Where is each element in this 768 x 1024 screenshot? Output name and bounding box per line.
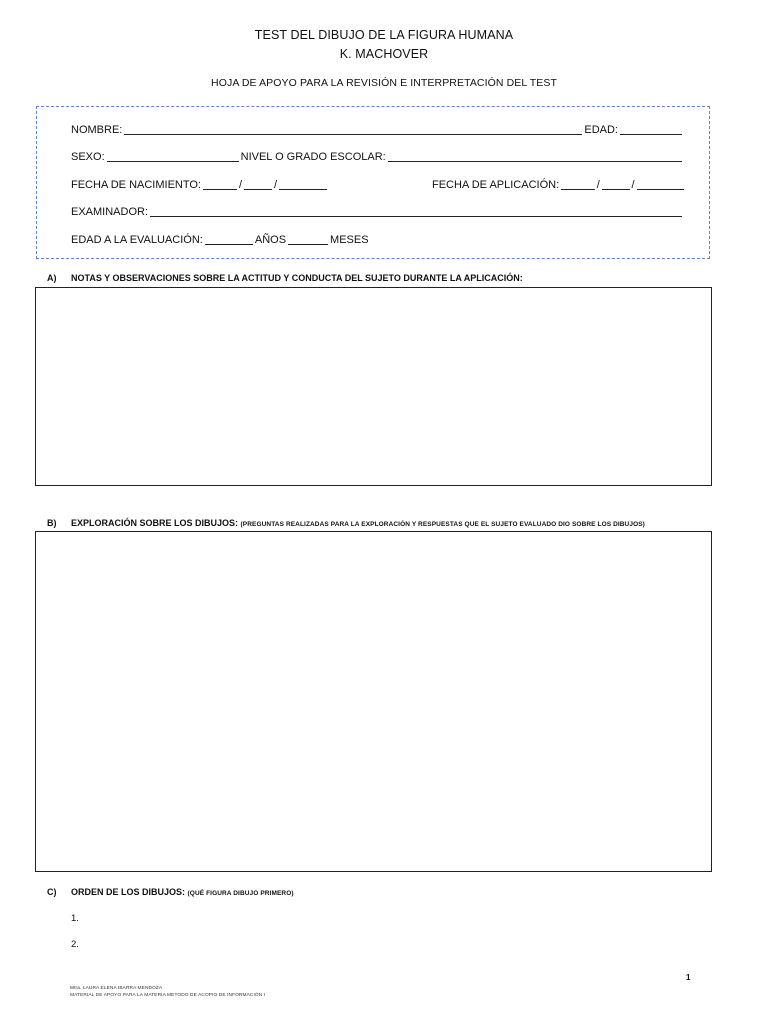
- row-edad-evaluacion: [71, 231, 682, 247]
- section-c-heading: [47, 887, 294, 897]
- label-fecha-aplicacion: FECHA DE APLICACIÓN:: [432, 179, 560, 191]
- label-anos: AÑOS: [254, 234, 287, 246]
- row-examinador: [71, 203, 682, 219]
- section-b-exploration-box[interactable]: [35, 531, 712, 872]
- sexo-field[interactable]: [107, 149, 239, 162]
- edad-anos-field[interactable]: [205, 232, 253, 245]
- edad-field[interactable]: [620, 122, 682, 135]
- page-number: 1: [686, 973, 691, 982]
- slash: /: [274, 179, 278, 191]
- nacimiento-ano-field[interactable]: [279, 177, 327, 190]
- row-fechas: [71, 176, 682, 192]
- section-c-letter: C): [47, 887, 57, 897]
- label-nivel: NIVEL O GRADO ESCOLAR:: [240, 151, 386, 163]
- section-c-title: ORDEN DE LOS DIBUJOS:: [71, 887, 186, 897]
- order-item-2: 2.: [71, 939, 79, 950]
- section-a-notes-box[interactable]: [35, 287, 712, 486]
- section-a-heading: [47, 273, 523, 283]
- document-title: TEST DEL DIBUJO DE LA FIGURA HUMANA: [254, 28, 514, 42]
- subject-info-box: [36, 106, 710, 259]
- nacimiento-mes-field[interactable]: [244, 177, 272, 190]
- aplicacion-mes-field[interactable]: [602, 177, 630, 190]
- row-nombre-edad: [71, 121, 682, 137]
- nivel-field[interactable]: [388, 149, 682, 162]
- aplicacion-dia-field[interactable]: [561, 177, 595, 190]
- section-b-title: EXPLORACIÓN SOBRE LOS DIBUJOS:: [71, 518, 239, 528]
- label-examinador: EXAMINADOR:: [71, 206, 149, 218]
- row-sexo-nivel: [71, 148, 682, 164]
- label-meses: MESES: [330, 234, 369, 246]
- label-fecha-nacimiento: FECHA DE NACIMIENTO:: [71, 179, 201, 191]
- section-a-letter: A): [47, 273, 57, 283]
- label-edad: EDAD:: [584, 124, 618, 136]
- section-c-hint: (QUÉ FIGURA DIBUJO PRIMERO): [187, 890, 294, 897]
- footer-course: MATERIAL DE APOYO PARA LA MATERIA METODO DE ACOPIO DE INFORMACIÓN I: [70, 993, 266, 998]
- nombre-field[interactable]: [124, 122, 582, 135]
- label-sexo: SEXO:: [71, 151, 105, 163]
- nacimiento-dia-field[interactable]: [203, 177, 237, 190]
- section-b-hint: (PREGUNTAS REALIZADAS PARA LA EXPLORACIÓN Y RESPUESTAS QUE EL SUJETO EVALUADO DIO SOBRE LOS DIBUJOS): [240, 521, 645, 528]
- slash: /: [238, 179, 243, 191]
- edad-meses-field[interactable]: [288, 232, 328, 245]
- slash: /: [631, 179, 635, 191]
- label-edad-evaluacion: EDAD A LA EVALUACIÓN:: [71, 234, 203, 246]
- order-item-1: 1.: [71, 913, 79, 924]
- examinador-field[interactable]: [150, 204, 682, 217]
- section-b-letter: B): [47, 518, 57, 528]
- section-b-heading: [47, 518, 645, 528]
- document-author: K. MACHOVER: [339, 47, 429, 61]
- label-nombre: NOMBRE:: [71, 124, 123, 136]
- section-a-title: NOTAS Y OBSERVACIONES SOBRE LA ACTITUD Y CONDUCTA DEL SUJETO DURANTE LA APLICACIÓN:: [71, 273, 523, 283]
- slash: /: [596, 179, 600, 191]
- document-subtitle: HOJA DE APOYO PARA LA REVISIÓN E INTERPRETACIÓN DEL TEST: [211, 77, 557, 89]
- aplicacion-ano-field[interactable]: [637, 177, 684, 190]
- footer-author: Mtra. LAURA ELENA IBARRA MENDOZA: [70, 986, 163, 991]
